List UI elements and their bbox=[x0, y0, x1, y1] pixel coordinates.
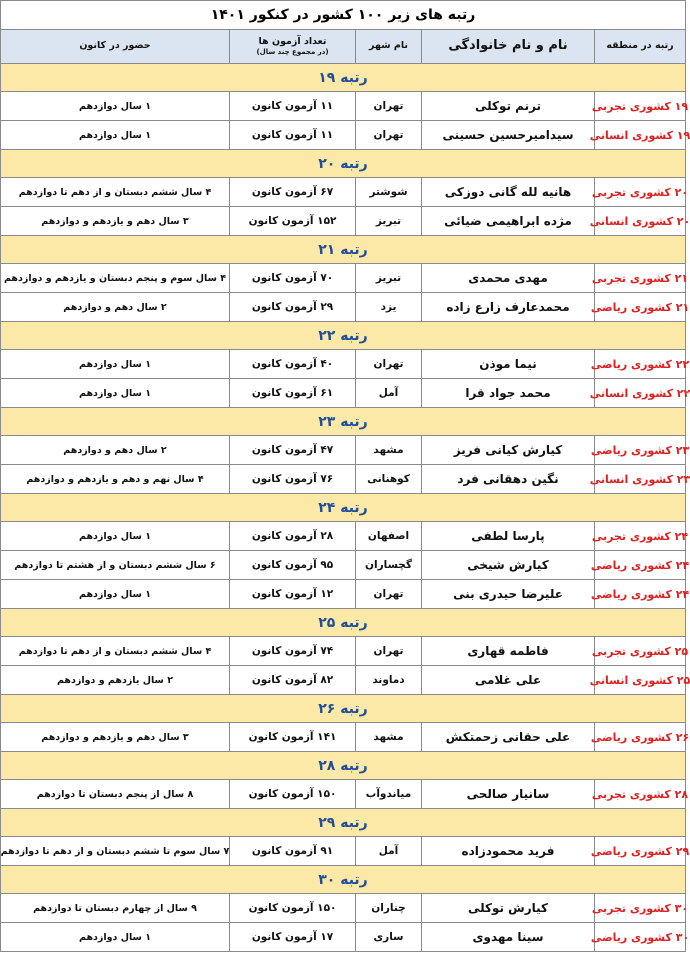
city-cell: تبریز bbox=[355, 264, 421, 292]
rank-cell: ۳۰ کشوری ریاضی bbox=[594, 923, 686, 951]
name-cell: سیدامیرحسین حسینی bbox=[421, 121, 594, 149]
city-cell: تهران bbox=[355, 92, 421, 120]
table-row bbox=[0, 522, 689, 551]
table-row bbox=[0, 580, 690, 609]
rank-group-header: رتبه ۲۲ bbox=[0, 322, 686, 350]
city-cell: تهران bbox=[355, 121, 421, 149]
rank-cell: ۲۴ کشوری تجربی bbox=[594, 522, 686, 550]
presence-cell: ۴ سال سوم و پنجم دبستان و یازدهم و دوازدهم bbox=[0, 264, 229, 292]
name-cell: نگین دهقانی فرد bbox=[421, 465, 594, 493]
presence-cell: ۴ سال ششم دبستان و از دهم تا دوازدهم bbox=[0, 178, 229, 206]
table-row bbox=[0, 92, 689, 121]
rank-cell: ۲۲ کشوری ریاضی bbox=[594, 350, 686, 378]
exams-cell: ۹۱ آزمون کانون bbox=[229, 837, 355, 865]
exams-cell: ۴۰ آزمون کانون bbox=[229, 350, 355, 378]
rank-cell: ۲۱ کشوری تجربی bbox=[594, 264, 686, 292]
presence-cell: ۲ سال یازدهم و دوازدهم bbox=[0, 666, 229, 694]
rank-group-header: رتبه ۱۹ bbox=[0, 64, 686, 92]
presence-cell: ۱ سال دوازدهم bbox=[0, 522, 229, 550]
table-row bbox=[0, 780, 689, 809]
rank-group-header: رتبه ۲۴ bbox=[0, 494, 686, 522]
exams-cell: ۱۵۰ آزمون کانون bbox=[229, 894, 355, 922]
header-rank: رتبه در منطقه bbox=[594, 30, 686, 63]
city-cell: گچساران bbox=[355, 551, 421, 579]
name-cell: فاطمه قهاری bbox=[421, 637, 594, 665]
presence-cell: ۱ سال دوازدهم bbox=[0, 121, 229, 149]
table-row bbox=[0, 637, 689, 666]
presence-cell: ۴ سال ششم دبستان و از دهم تا دوازدهم bbox=[0, 637, 229, 665]
name-cell: نیما موذن bbox=[421, 350, 594, 378]
rank-group-header: رتبه ۲۳ bbox=[0, 408, 686, 436]
exams-cell: ۷۴ آزمون کانون bbox=[229, 637, 355, 665]
name-cell: کیارش شیخی bbox=[421, 551, 594, 579]
city-cell: دماوند bbox=[355, 666, 421, 694]
rank-cell: ۲۳ کشوری انسانی bbox=[594, 465, 686, 493]
city-cell: شوشتر bbox=[355, 178, 421, 206]
name-cell: کیارش توکلی bbox=[421, 894, 594, 922]
name-cell: ترنم توکلی bbox=[421, 92, 594, 120]
presence-cell: ۱ سال دوازدهم bbox=[0, 92, 229, 120]
exams-cell: ۱۵۰ آزمون کانون bbox=[229, 780, 355, 808]
table-row bbox=[0, 293, 690, 322]
exams-cell: ۴۷ آزمون کانون bbox=[229, 436, 355, 464]
name-cell: فرید محمودزاده bbox=[421, 837, 594, 865]
header-row bbox=[0, 30, 686, 64]
name-cell: علی غلامی bbox=[421, 666, 594, 694]
header-presence: حضور در کانون bbox=[0, 30, 229, 63]
presence-cell: ۴ سال نهم و دهم و یازدهم و دوازدهم bbox=[0, 465, 229, 493]
header-city: نام شهر bbox=[355, 30, 421, 63]
presence-cell: ۸ سال از پنجم دبستان تا دوازدهم bbox=[0, 780, 229, 808]
name-cell: محمد جواد قرا bbox=[421, 379, 594, 407]
city-cell: آمل bbox=[355, 837, 421, 865]
presence-cell: ۱ سال دوازدهم bbox=[0, 923, 229, 951]
presence-cell: ۹ سال از چهارم دبستان تا دوازدهم bbox=[0, 894, 229, 922]
table-row bbox=[0, 379, 690, 408]
city-cell: مشهد bbox=[355, 723, 421, 751]
rank-cell: ۲۴ کشوری ریاضی bbox=[594, 580, 686, 608]
name-cell: مهدی محمدی bbox=[421, 264, 594, 292]
rank-cell: ۲۵ کشوری انسانی bbox=[594, 666, 686, 694]
rank-cell: ۲۶ کشوری ریاضی bbox=[594, 723, 686, 751]
table-row bbox=[0, 436, 690, 465]
table-row bbox=[0, 894, 689, 923]
name-cell: سانیار صالحی bbox=[421, 780, 594, 808]
rank-group-header: رتبه ۳۰ bbox=[0, 866, 686, 894]
city-cell: تهران bbox=[355, 637, 421, 665]
table-row bbox=[0, 121, 690, 150]
rank-cell: ۲۸ کشوری تجربی bbox=[594, 780, 686, 808]
presence-cell: ۳ سال دهم و یازدهم و دوازدهم bbox=[0, 207, 229, 235]
header-name: نام و نام خانوادگی bbox=[421, 30, 594, 63]
city-cell: تهران bbox=[355, 580, 421, 608]
table-row bbox=[0, 465, 690, 494]
exams-cell: ۱۲ آزمون کانون bbox=[229, 580, 355, 608]
city-cell: یزد bbox=[355, 293, 421, 321]
rank-group-header: رتبه ۲۰ bbox=[0, 150, 686, 178]
table-row bbox=[0, 837, 690, 866]
rank-cell: ۲۹ کشوری ریاضی bbox=[594, 837, 686, 865]
table-row bbox=[0, 723, 690, 752]
table-row bbox=[0, 207, 690, 236]
name-cell: سینا مهدوی bbox=[421, 923, 594, 951]
city-cell: تبریز bbox=[355, 207, 421, 235]
presence-cell: ۳ سال دهم و یازدهم و دوازدهم bbox=[0, 723, 229, 751]
exams-cell: ۹۵ آزمون کانون bbox=[229, 551, 355, 579]
presence-cell: ۷ سال سوم تا ششم دبستان و از دهم تا دوازدهم bbox=[0, 837, 229, 865]
presence-cell: ۱ سال دوازدهم bbox=[0, 580, 229, 608]
table-row bbox=[0, 350, 690, 379]
city-cell: تهران bbox=[355, 350, 421, 378]
table-row bbox=[0, 264, 689, 293]
table-row bbox=[0, 666, 690, 695]
city-cell: کوهنانی bbox=[355, 465, 421, 493]
presence-cell: ۲ سال دهم و دوازدهم bbox=[0, 293, 229, 321]
city-cell: اصفهان bbox=[355, 522, 421, 550]
rank-cell: ۲۱ کشوری ریاضی bbox=[594, 293, 686, 321]
exams-cell: ۸۲ آزمون کانون bbox=[229, 666, 355, 694]
exams-cell: ۷۶ آزمون کانون bbox=[229, 465, 355, 493]
table-row bbox=[0, 178, 689, 207]
table-title: رتبه های زیر ۱۰۰ کشور در کنکور ۱۴۰۱ bbox=[0, 0, 686, 30]
presence-cell: ۱ سال دوازدهم bbox=[0, 379, 229, 407]
rank-cell: ۱۹ کشوری تجربی bbox=[594, 92, 686, 120]
rank-group-header: رتبه ۲۹ bbox=[0, 809, 686, 837]
presence-cell: ۲ سال دهم و دوازدهم bbox=[0, 436, 229, 464]
table-row bbox=[0, 551, 690, 580]
city-cell: مشهد bbox=[355, 436, 421, 464]
header-exams bbox=[229, 30, 355, 63]
exams-cell: ۱۱ آزمون کانون bbox=[229, 92, 355, 120]
city-cell: چناران bbox=[355, 894, 421, 922]
presence-cell: ۱ سال دوازدهم bbox=[0, 350, 229, 378]
city-cell: آمل bbox=[355, 379, 421, 407]
exams-cell: ۲۸ آزمون کانون bbox=[229, 522, 355, 550]
name-cell: محمدعارف زارع زاده bbox=[421, 293, 594, 321]
rank-cell: ۲۳ کشوری ریاضی bbox=[594, 436, 686, 464]
exams-cell: ۷۰ آزمون کانون bbox=[229, 264, 355, 292]
rank-cell: ۲۰ کشوری انسانی bbox=[594, 207, 686, 235]
name-cell: علیرضا حیدری بنی bbox=[421, 580, 594, 608]
rank-cell: ۲۰ کشوری تجربی bbox=[594, 178, 686, 206]
exams-cell: ۱۷ آزمون کانون bbox=[229, 923, 355, 951]
presence-cell: ۶ سال ششم دبستان و از هشتم تا دوازدهم bbox=[0, 551, 229, 579]
exams-cell: ۲۹ آزمون کانون bbox=[229, 293, 355, 321]
city-cell: میاندوآب bbox=[355, 780, 421, 808]
name-cell: علی حقانی زحمتکش bbox=[421, 723, 594, 751]
table-row bbox=[0, 923, 690, 952]
exams-cell: ۱۴۱ آزمون کانون bbox=[229, 723, 355, 751]
rank-cell: ۲۲ کشوری انسانی bbox=[594, 379, 686, 407]
name-cell: هانیه لله گانی دوزکی bbox=[421, 178, 594, 206]
exams-cell: ۱۱ آزمون کانون bbox=[229, 121, 355, 149]
rank-cell: ۳۰ کشوری تجربی bbox=[594, 894, 686, 922]
rank-group-header: رتبه ۲۶ bbox=[0, 695, 686, 723]
rank-cell: ۲۴ کشوری ریاضی bbox=[594, 551, 686, 579]
rank-group-header: رتبه ۲۸ bbox=[0, 752, 686, 780]
exams-cell: ۱۵۲ آزمون کانون bbox=[229, 207, 355, 235]
name-cell: پارسا لطفی bbox=[421, 522, 594, 550]
header-exams-label: تعداد آزمون ها bbox=[258, 35, 327, 47]
name-cell: کیارش کیانی فریز bbox=[421, 436, 594, 464]
header-exams-sub: (در مجموع چند سال) bbox=[256, 48, 329, 57]
rank-cell: ۲۵ کشوری تجربی bbox=[594, 637, 686, 665]
rank-cell: ۱۹ کشوری انسانی bbox=[594, 121, 686, 149]
name-cell: مژده ابراهیمی ضیائی bbox=[421, 207, 594, 235]
city-cell: ساری bbox=[355, 923, 421, 951]
exams-cell: ۶۷ آزمون کانون bbox=[229, 178, 355, 206]
exams-cell: ۶۱ آزمون کانون bbox=[229, 379, 355, 407]
rank-group-header: رتبه ۲۱ bbox=[0, 236, 686, 264]
rank-group-header: رتبه ۲۵ bbox=[0, 609, 686, 637]
